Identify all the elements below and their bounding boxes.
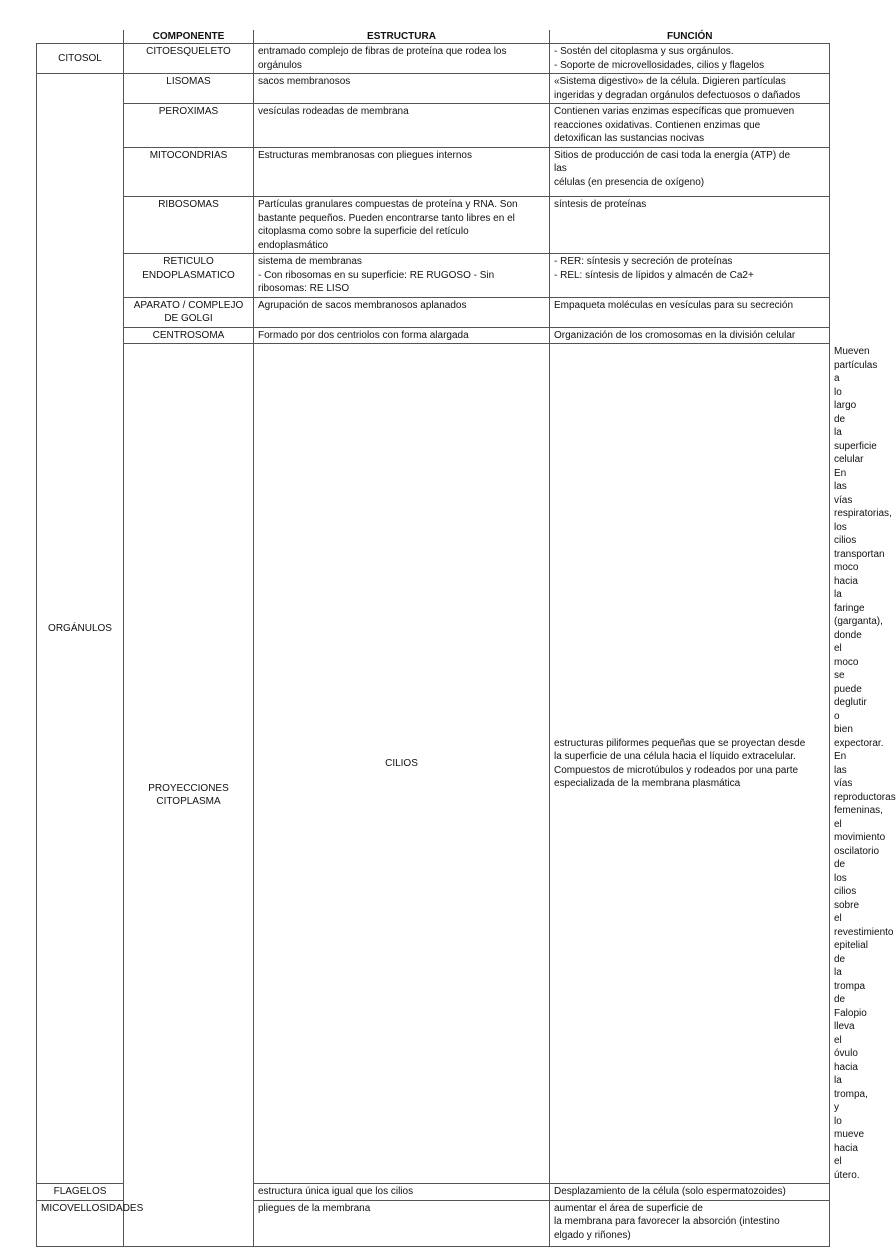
funcion-cell: Contienen varias enzimas específicas que promueven reacciones oxidativas. Contienen enzimas que detoxifican las sustancias nocivas xyxy=(550,104,830,148)
funcion-cell: Sitios de producción de casi toda la energía (ATP) de las células (en presencia de oxígeno) xyxy=(550,147,830,197)
header-group xyxy=(37,30,124,44)
estructura-cell: Partículas granulares compuestas de proteína y RNA. Son bastante pequeños. Pueden encontrarse tanto libres en el citoplasma como sobre la superficie del retículo endoplasmático xyxy=(254,197,550,254)
group-proyecciones: PROYECCIONES CITOPLASMA xyxy=(124,344,254,1247)
header-row xyxy=(37,30,830,44)
table-row xyxy=(37,147,830,197)
componente-cell: PEROXIMAS xyxy=(124,104,254,148)
table-row xyxy=(37,104,830,148)
group-organulos: ORGÁNULOS xyxy=(37,74,124,1184)
estructura-cell: Estructuras membranosas con pliegues internos xyxy=(254,147,550,197)
table-row xyxy=(37,254,830,298)
funcion-cell: «Sistema digestivo» de la célula. Digieren partículas ingeridas y degradan orgánulos defectuosos o dañados xyxy=(550,74,830,104)
funcion-cell: síntesis de proteínas xyxy=(550,197,830,254)
componente-cell: CENTROSOMA xyxy=(124,327,254,344)
componente-cell: CITOESQUELETO xyxy=(124,44,254,74)
componente-cell: FLAGELOS xyxy=(37,1184,124,1201)
componente-cell: CILIOS xyxy=(254,344,550,1184)
estructura-cell: vesículas rodeadas de membrana xyxy=(254,104,550,148)
table-row: PROYECCIONES CITOPLASMA CILIOS estructuras piliformes pequeñas que se proyectan desde la superficie de una célula hacia el líquido extracelular. Compuestos de microtúbulos y rodeados por una parte especializada de la membrana plasmática Mueven partículas a lo largo de la superficie celular En las vías respiratorias, los cilios transportan moco hacia la faringe (garganta), donde el moco se puede deglutir o bien expectorar. En las vías reproductoras femeninas, el movimiento oscilatorio de los cilios sobre el revestimiento epitelial de la trompa de Falopio lleva el óvulo hacia la trompa, y lo mueve hacia el útero. xyxy=(37,344,830,1184)
table-row xyxy=(37,327,830,344)
componente-cell: APARATO / COMPLEJO DE GOLGI xyxy=(124,297,254,327)
estructura-cell: sistema de membranas - Con ribosomas en su superficie: RE RUGOSO - Sin ribosomas: RE LISO xyxy=(254,254,550,298)
estructura-cell: estructuras piliformes pequeñas que se proyectan desde la superficie de una célula hacia el líquido extracelular. Compuestos de microtúbulos y rodeados por una parte especializada de la membrana plasmática xyxy=(550,344,830,1184)
estructura-cell: Formado por dos centriolos con forma alargada xyxy=(254,327,550,344)
table-row xyxy=(37,197,830,254)
group-citosol: CITOSOL xyxy=(37,44,124,74)
componente-cell: RETICULO ENDOPLASMATICO xyxy=(124,254,254,298)
funcion-cell: Empaqueta moléculas en vesículas para su secreción xyxy=(550,297,830,327)
estructura-cell: entramado complejo de fibras de proteína que rodea los orgánulos xyxy=(254,44,550,74)
funcion-cell: Organización de los cromosomas en la división celular xyxy=(550,327,830,344)
componente-cell: RIBOSOMAS xyxy=(124,197,254,254)
header-funcion: FUNCIÓN xyxy=(550,30,830,44)
estructura-cell: sacos membranosos xyxy=(254,74,550,104)
estructura-cell: estructura única igual que los cilios xyxy=(254,1184,550,1201)
estructura-cell: Agrupación de sacos membranosos aplanados xyxy=(254,297,550,327)
table-row xyxy=(37,44,830,74)
table-row xyxy=(37,74,830,104)
header-estructura: ESTRUCTURA xyxy=(254,30,550,44)
componente-cell: LISOMAS xyxy=(124,74,254,104)
estructura-cell: pliegues de la membrana xyxy=(254,1200,550,1247)
componente-cell: MITOCONDRIAS xyxy=(124,147,254,197)
funcion-cell: - RER: síntesis y secreción de proteínas - REL: síntesis de lípidos y almacén de Ca2+ xyxy=(550,254,830,298)
cell-components-table xyxy=(36,30,896,1247)
header-componente: COMPONENTE xyxy=(124,30,254,44)
funcion-cell: - Sostén del citoplasma y sus orgánulos. - Soporte de microvellosidades, cilios y flagelos xyxy=(550,44,830,74)
table-row xyxy=(37,297,830,327)
funcion-cell: aumentar el área de superficie de la membrana para favorecer la absorción (intestino elgado y riñones) xyxy=(550,1200,830,1247)
componente-cell: MICOVELLOSIDADES xyxy=(37,1200,124,1247)
funcion-cell: Desplazamiento de la célula (solo espermatozoides) xyxy=(550,1184,830,1201)
